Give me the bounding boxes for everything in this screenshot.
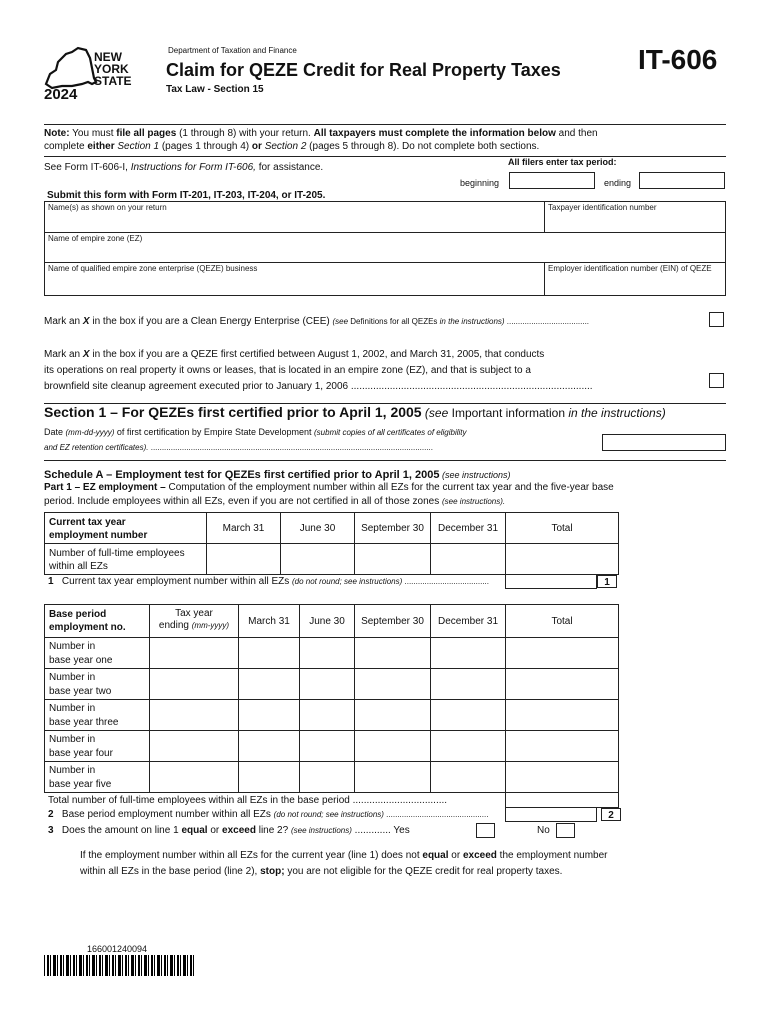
table1-input-december[interactable] xyxy=(430,543,506,575)
table1-head-label-cell xyxy=(44,512,207,544)
form-number: IT-606 xyxy=(638,44,718,75)
table2-row-label: Number in xyxy=(49,734,96,745)
table2-tax-year-header xyxy=(149,604,239,638)
qeze-first-certified-text xyxy=(44,347,593,395)
base-year-three-december-input[interactable] xyxy=(430,699,506,731)
date-text-part: Date xyxy=(44,427,66,437)
table2-col-header: June 30 xyxy=(299,604,355,638)
table2-row-label: base year five xyxy=(49,779,112,790)
certification-date-input[interactable] xyxy=(602,434,726,451)
line2-input[interactable] xyxy=(505,807,597,822)
submit-instruction: Submit this form with Form IT-201, IT-203, IT-204, or IT-205. xyxy=(47,190,326,201)
line2-note: (do not round; see instructions) xyxy=(273,810,384,819)
date-text-part: ............................................................................................................................... xyxy=(148,443,433,452)
logo-line-2: YORK xyxy=(94,62,129,76)
section1-note: Important information xyxy=(451,406,565,420)
ineligibility-note xyxy=(80,848,608,880)
table2-row-label: base year three xyxy=(49,717,119,728)
form-year: 2024 xyxy=(44,86,78,103)
base-year-five-june-input[interactable] xyxy=(299,761,355,793)
table1-col-header: Total xyxy=(505,512,619,544)
base-year-four-december-input[interactable] xyxy=(430,730,506,762)
cee-text: Mark an xyxy=(44,316,83,327)
names-field-label: Name(s) as shown on your return xyxy=(48,203,167,212)
see-form-text xyxy=(44,162,323,173)
barcode-image xyxy=(44,955,194,976)
line3-text: line 2? xyxy=(255,825,291,836)
table2-row-label: Number in xyxy=(49,765,96,776)
part1-desc: period. Include employees within all EZs, even if you are not certified in all of those zones xyxy=(44,496,442,507)
base-year-four-june-input[interactable] xyxy=(299,730,355,762)
barcode-number: 166001240094 xyxy=(87,944,148,954)
form-title: Claim for QEZE Credit for Real Property Taxes xyxy=(166,60,561,80)
table2-row-label: Number in xyxy=(49,672,96,683)
line2-dots: .............................................. xyxy=(383,810,489,819)
line1-text: Current tax year employment number within all EZs xyxy=(61,576,292,587)
ineligible-text: or xyxy=(448,850,463,861)
base-year-one-march-input[interactable] xyxy=(238,637,300,669)
note-text: (pages 5 through 8). Do not complete both sections. xyxy=(306,141,540,152)
qeze-first-part: X xyxy=(82,349,90,360)
ineligible-text: exceed xyxy=(462,850,497,861)
base-year-three-march-input[interactable] xyxy=(238,699,300,731)
line3-text: Does the amount on line 1 xyxy=(61,825,182,836)
tax-period-label: All filers enter tax period: xyxy=(508,157,617,167)
part1-desc: Computation of the employment number within all EZs for the current tax year and the five-year base xyxy=(165,482,614,493)
line3-no-checkbox[interactable] xyxy=(556,823,575,838)
qeze-name-label: Name of qualified empire zone enterprise (QEZE) business xyxy=(48,264,258,273)
note-paragraph xyxy=(44,127,734,153)
date-text-part: (mm-dd-yyyy) xyxy=(65,428,115,437)
base-year-two-total-input[interactable] xyxy=(505,668,619,700)
note-label: Note: xyxy=(44,128,70,139)
base-year-two-tax-year-input[interactable] xyxy=(149,668,239,700)
cee-text: in the instructions) xyxy=(439,317,505,326)
header-rule xyxy=(44,124,726,125)
scheduleA-title: Schedule A – Employment test for QEZEs first certified prior to April 1, 2005 xyxy=(44,469,440,481)
table2-col-header: Total xyxy=(505,604,619,638)
note-text: (pages 1 through 4) xyxy=(159,141,252,152)
ez-name-field[interactable] xyxy=(44,232,726,263)
see-form-part: for assistance. xyxy=(255,162,324,173)
period-ending-input[interactable] xyxy=(639,172,725,189)
table1-input-march[interactable] xyxy=(206,543,281,575)
table1-row-label-cell xyxy=(44,543,207,575)
table2-row-label-cell xyxy=(44,699,150,731)
qeze-first-part: in the box if you are a QEZE first certified between August 1, 2002, and March 31, 2005, that conducts xyxy=(89,349,545,360)
table1-input-september[interactable] xyxy=(354,543,431,575)
qeze-first-part: Mark an xyxy=(44,349,83,360)
table1-col-header: June 30 xyxy=(280,512,355,544)
table2-row-label-cell xyxy=(44,761,150,793)
base-year-one-june-input[interactable] xyxy=(299,637,355,669)
line2-text: Base period employment number within all EZs xyxy=(61,809,274,820)
ein-field-label: Employer identification number (EIN) of QEZE xyxy=(548,264,712,273)
line3-text: (see instructions) xyxy=(290,826,352,835)
note-text: file all pages xyxy=(116,128,177,139)
logo-line-1: NEW xyxy=(94,50,122,64)
new-york-state-map-icon xyxy=(42,44,98,92)
line1-dots: ...................................... xyxy=(402,577,489,586)
base-year-five-march-input[interactable] xyxy=(238,761,300,793)
part1-desc: (see instructions). xyxy=(442,497,506,506)
table2-head-label: Base period employment no. xyxy=(49,609,126,633)
line3-text: equal xyxy=(181,825,208,836)
table1-head-label: Current tax year employment number xyxy=(49,517,148,541)
cee-line xyxy=(44,316,589,327)
date-text-part: (submit copies of all certificates of eligibility xyxy=(314,428,467,437)
table2-col-header: December 31 xyxy=(430,604,506,638)
ineligible-text: equal xyxy=(422,850,449,861)
line2-number: 2 xyxy=(48,809,54,820)
section1-note: in the instructions) xyxy=(565,406,666,420)
base-year-two-march-input[interactable] xyxy=(238,668,300,700)
tax-year-format: (mm-yyyy) xyxy=(191,621,230,630)
table2-col-header: March 31 xyxy=(238,604,300,638)
period-beginning-input[interactable] xyxy=(509,172,595,189)
total-base-period-text: Total number of full-time employees within all EZs in the base period .................................. xyxy=(48,795,448,806)
base-year-four-tax-year-input[interactable] xyxy=(149,730,239,762)
table2-col-header: September 30 xyxy=(354,604,431,638)
line3-text: or xyxy=(207,825,223,836)
note-text: or xyxy=(251,141,262,152)
tax-year-label: Tax year xyxy=(175,608,213,619)
ending-label: ending xyxy=(604,178,632,188)
table1-input-total[interactable] xyxy=(505,543,619,575)
note-text: All taxpayers must complete the information below xyxy=(313,128,556,139)
line1-note: (do not round; see instructions) xyxy=(292,577,403,586)
table2-row-label: base year one xyxy=(49,655,113,666)
cee-text: X xyxy=(82,316,90,327)
table2-head-label-cell xyxy=(44,604,150,638)
table2-row-label: base year two xyxy=(49,686,112,697)
base-year-five-december-input[interactable] xyxy=(430,761,506,793)
base-year-five-september-input[interactable] xyxy=(354,761,431,793)
note-text: and then xyxy=(555,128,598,139)
scheduleA-rule xyxy=(44,460,726,461)
line1-input[interactable] xyxy=(505,574,597,589)
base-year-five-total-input[interactable] xyxy=(505,761,619,793)
table1-col-header: September 30 xyxy=(354,512,431,544)
ineligible-text: If the employment number within all EZs for the current year (line 1) does not xyxy=(80,850,423,861)
qeze-first-part: brownfield site cleanup agreement executed prior to January 1, 2006 ....................................................................................... xyxy=(44,381,593,392)
line1-number: 1 xyxy=(48,576,54,587)
ez-name-label: Name of empire zone (EZ) xyxy=(48,234,143,243)
ineligible-text: you are not eligible for the QEZE credit for real property taxes. xyxy=(284,866,563,877)
tin-field[interactable] xyxy=(544,201,726,233)
qeze-first-part: its operations on real property it owns or leases, that is located in an empire zone (EZ), and that is subject to a xyxy=(44,365,531,376)
see-form-part: Instructions for Form IT-606, xyxy=(130,162,256,173)
line3-no-label: No xyxy=(537,825,550,836)
note-rule xyxy=(44,156,726,157)
line3-yes-checkbox[interactable] xyxy=(476,823,495,838)
section1-title: Section 1 – For QEZEs first certified prior to April 1, 2005 xyxy=(44,404,422,420)
line1-box-number: 1 xyxy=(597,575,617,588)
ein-field[interactable] xyxy=(544,262,726,296)
base-year-four-total-input[interactable] xyxy=(505,730,619,762)
ineligible-text: the employment number xyxy=(496,850,608,861)
base-year-one-september-input[interactable] xyxy=(354,637,431,669)
section1-heading xyxy=(44,404,666,422)
certification-date-text xyxy=(44,425,467,455)
logo-line-3: STATE xyxy=(94,74,132,88)
table2-row-label: Number in xyxy=(49,703,96,714)
tax-year-label: ending xyxy=(158,620,189,631)
qeze-name-field[interactable] xyxy=(44,262,545,296)
cee-text: in the box if you are a Clean Energy Enterprise (CEE) xyxy=(89,316,333,327)
beginning-label: beginning xyxy=(460,178,500,188)
table2-row-label: base year four xyxy=(49,748,113,759)
table1-input-june[interactable] xyxy=(280,543,355,575)
date-text-part: of first certification by Empire State Development xyxy=(114,427,314,437)
table1-col-header: December 31 xyxy=(430,512,506,544)
table1-row-label: Number of full-time employees within all EZs xyxy=(49,548,185,572)
base-year-four-september-input[interactable] xyxy=(354,730,431,762)
note-text: Section 2 xyxy=(261,141,307,152)
line3-text: exceed xyxy=(222,825,256,836)
note-text: (1 through 8) with your return. xyxy=(176,128,314,139)
tin-field-label: Taxpayer identification number xyxy=(548,203,657,212)
date-text-part: and EZ retention certificates). xyxy=(44,443,149,452)
section1-note: (see xyxy=(421,406,452,420)
table2-row-label-cell xyxy=(44,637,150,669)
qeze-first-certified-checkbox[interactable] xyxy=(709,373,724,388)
base-year-two-december-input[interactable] xyxy=(430,668,506,700)
scheduleA-note: (see instructions) xyxy=(439,470,511,480)
base-year-three-tax-year-input[interactable] xyxy=(149,699,239,731)
base-year-one-december-input[interactable] xyxy=(430,637,506,669)
cee-text: (see xyxy=(332,317,349,326)
total-base-period-input[interactable] xyxy=(505,792,619,808)
line3-number: 3 xyxy=(48,825,54,836)
table2-row-label: Number in xyxy=(49,641,96,652)
note-text: You must xyxy=(69,128,117,139)
line2 xyxy=(48,809,488,820)
base-year-three-total-input[interactable] xyxy=(505,699,619,731)
note-text: complete xyxy=(44,141,88,152)
line3 xyxy=(48,825,410,836)
ineligible-text: within all EZs in the base period (line 2), xyxy=(80,866,261,877)
cee-text: Definitions for all QEZEs xyxy=(348,317,440,326)
table1-col-header: March 31 xyxy=(206,512,281,544)
base-year-two-june-input[interactable] xyxy=(299,668,355,700)
note-text: either xyxy=(87,141,115,152)
see-form-part: See Form IT-606-I, xyxy=(44,162,131,173)
base-year-five-tax-year-input[interactable] xyxy=(149,761,239,793)
base-year-four-march-input[interactable] xyxy=(238,730,300,762)
base-year-one-total-input[interactable] xyxy=(505,637,619,669)
names-field[interactable] xyxy=(44,201,545,233)
line1 xyxy=(48,576,489,587)
part1-text xyxy=(44,481,614,509)
part1-label: Part 1 – EZ employment – xyxy=(44,482,166,493)
base-year-two-september-input[interactable] xyxy=(354,668,431,700)
table2-row-label-cell xyxy=(44,668,150,700)
ineligible-text: stop; xyxy=(260,866,285,877)
table2-row-label-cell xyxy=(44,730,150,762)
cee-checkbox[interactable] xyxy=(709,312,724,327)
form-subtitle: Tax Law - Section 15 xyxy=(166,84,264,95)
line2-box-number: 2 xyxy=(601,808,621,821)
cee-text: ..................................... xyxy=(504,317,590,326)
department-name: Department of Taxation and Finance xyxy=(168,46,297,55)
note-text: Section 1 xyxy=(114,141,160,152)
base-year-three-june-input[interactable] xyxy=(299,699,355,731)
base-year-one-tax-year-input[interactable] xyxy=(149,637,239,669)
nys-logo xyxy=(42,44,142,106)
base-year-three-september-input[interactable] xyxy=(354,699,431,731)
line3-text: ............. Yes xyxy=(351,825,410,836)
